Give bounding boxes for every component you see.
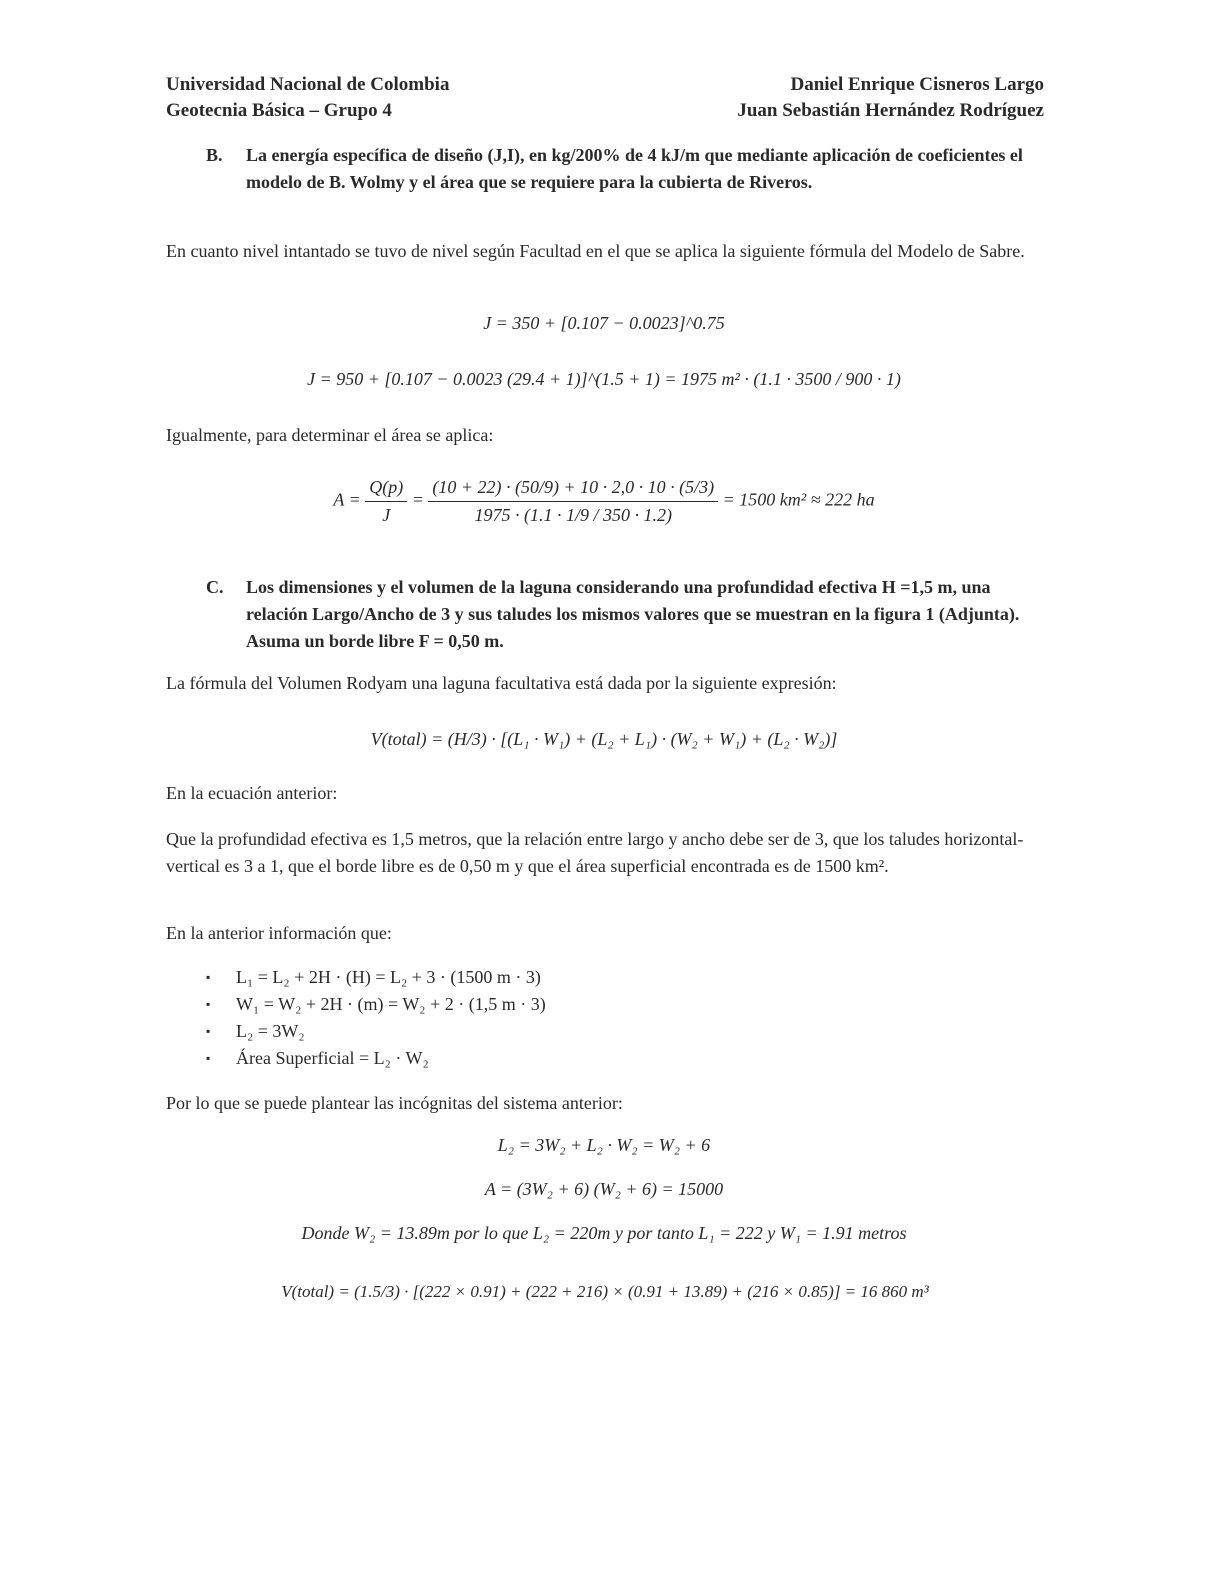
paragraph-2: Igualmente, para determinar el área se aplica: (166, 425, 494, 445)
paragraph-7: Por lo que se puede plantear las incógnitas del sistema anterior: (166, 1093, 623, 1113)
equation-3 (166, 474, 1042, 529)
paragraph-3: La fórmula del Volumen Rodyam una laguna facultativa está dada por la siguiente expresión: (166, 673, 837, 693)
list-item: ▪ W₁ = W₂ + 2H · (m) = W₂ + 2 · (1,5 m · 3) (236, 991, 1042, 1018)
equation-3-fraction-1 (365, 474, 407, 529)
equation-3-lhs: A = (333, 489, 361, 510)
author-2: Juan Sebastián Hernández Rodríguez (737, 100, 1044, 121)
equation-7: Donde W₂ = 13.89m por lo que L₂ = 220m y por tanto L₁ = 222 y W₁ = 1.91 metros (301, 1223, 907, 1243)
equation-3-f2-numerator: (10 + 22) · (50/9) + 10 · 2,0 · 10 · (5/3) (428, 474, 718, 502)
list-item: ▪ L₁ = L₂ + 2H · (H) = L₂ + 3 · (1500 m · 3) (236, 964, 1042, 991)
equation-3-f2-denominator: 1975 · (1.1 · 1/9 / 350 · 1.2) (474, 505, 673, 525)
equation-3-mid: = (411, 489, 424, 510)
equation-3-rhs: = 1500 km² ≈ 222 ha (722, 489, 875, 510)
page-header (166, 72, 1044, 124)
item-c (166, 574, 1042, 655)
list-item: ▪ Área Superficial = L₂ · W₂ (236, 1045, 1042, 1072)
equation-3-f1-denominator: J (382, 505, 391, 525)
item-b-number: B. (206, 145, 223, 165)
equation-4: V(total) = (H/3) · [(L₁ · W₁) + (L₂ + L₁) · (W₂ + W₁) + (L₂ · W₂)] (370, 729, 838, 749)
paragraph-5: Que la profundidad efectiva es 1,5 metros, que la relación entre largo y ancho debe ser de 3, que los taludes horizontal-vertical es 3 a 1, que el borde libre es de 0,50 m y que el área superficial encontrada es de 1500 km². (166, 829, 1024, 876)
conditions-list (166, 964, 1042, 1072)
equation-8: V(total) = (1.5/3) · [(222 × 0.91) + (222 + 216) × (0.91 + 13.89) + (216 × 0.85)] = 16 860 m³ (281, 1282, 929, 1301)
author-1: Daniel Enrique Cisneros Largo (790, 74, 1044, 95)
equation-3-f1-numerator: Q(p) (365, 474, 407, 502)
list-item: ▪ L₂ = 3W₂ (236, 1018, 1042, 1045)
paragraph-6: En la anterior información que: (166, 923, 392, 943)
course-name: Geotecnia Básica – Grupo 4 (166, 100, 392, 121)
item-c-number: C. (206, 577, 224, 597)
equation-1: J = 350 + [0.107 − 0.0023]^0.75 (483, 313, 725, 333)
item-c-text: Los dimensiones y el volumen de la laguna considerando una profundidad efectiva H =1,5 m, una relación Largo/Ancho de 3 y sus taludes los mismos valores que se muestran en la figura 1 (Adjunta). Asuma un borde libre F = 0,50 m. (246, 577, 1020, 651)
university-name: Universidad Nacional de Colombia (166, 74, 450, 95)
item-b-text: La energía específica de diseño (J,I), en kg/200% de 4 kJ/m que mediante aplicación de coeficientes el modelo de B. Wolmy y el área que se requiere para la cubierta de Riveros. (246, 145, 1023, 192)
paragraph-4: En la ecuación anterior: (166, 783, 338, 803)
equation-6: A = (3W₂ + 6) (W₂ + 6) = 15000 (484, 1179, 724, 1199)
equation-2: J = 950 + [0.107 − 0.0023 (29.4 + 1)]^(1.5 + 1) = 1975 m² · (1.1 · 3500 / 900 · 1) (307, 369, 901, 389)
item-b (166, 142, 1042, 196)
equation-5: L₂ = 3W₂ + L₂ · W₂ = W₂ + 6 (497, 1135, 711, 1155)
equation-3-fraction-2 (428, 474, 718, 529)
paragraph-1: En cuanto nivel intantado se tuvo de nivel según Facultad en el que se aplica la siguiente fórmula del Modelo de Sabre. (166, 241, 1025, 261)
